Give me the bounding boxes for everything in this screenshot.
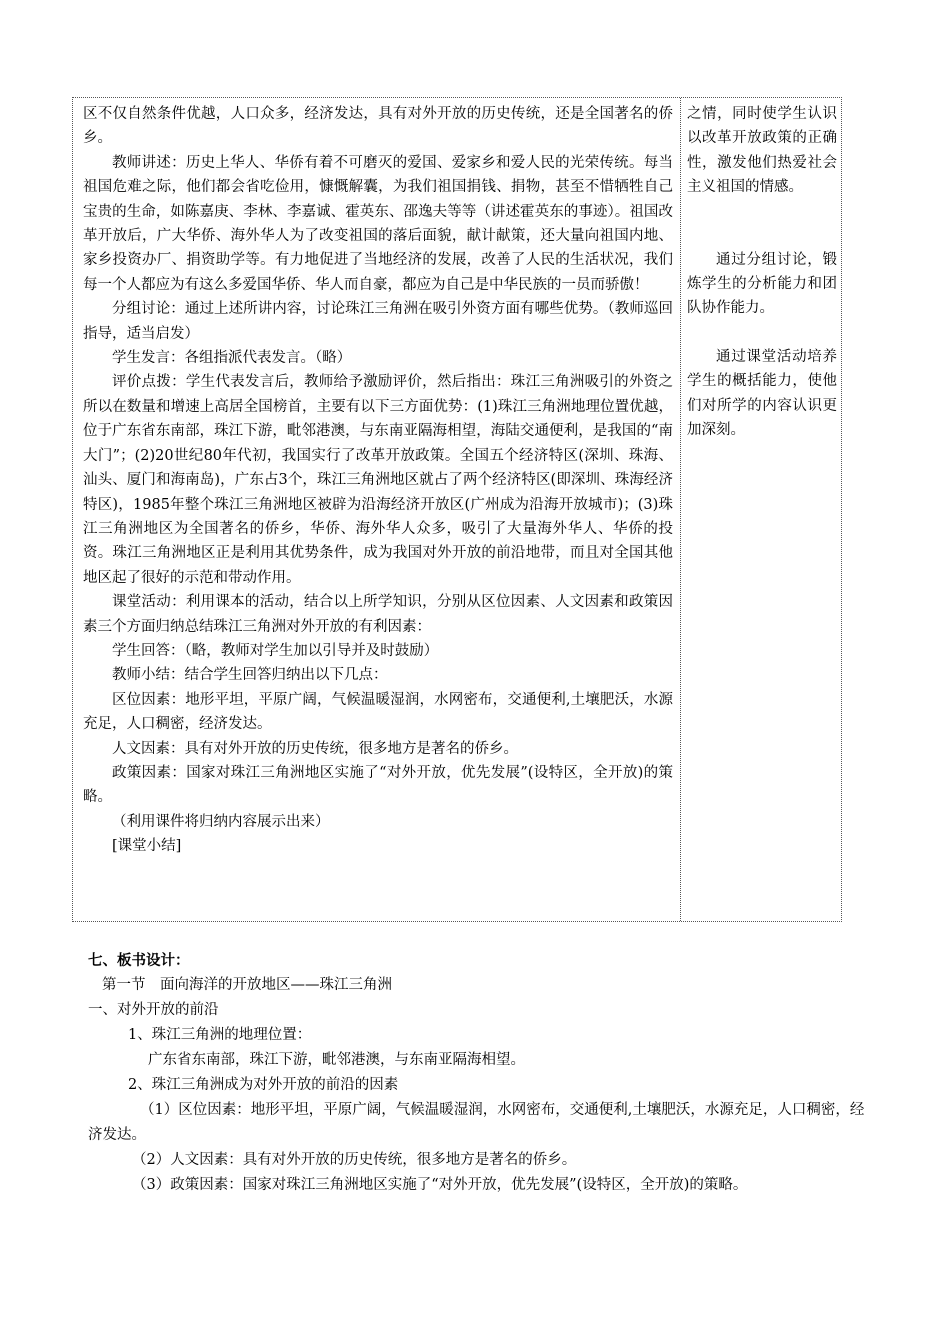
- main-paragraph-11: （利用课件将归纳内容展示出来）: [112, 813, 330, 830]
- part-one-title: 一、对外开放的前沿: [88, 1002, 219, 1018]
- teaching-process-column: [83, 102, 673, 859]
- main-paragraph-5: 课堂活动：利用课本的活动，结合以上所学知识，分别从区位因素、人文因素和政策因素三个方面归纳总结珠江三角洲对外开放的有利因素：: [83, 594, 673, 635]
- item-one-text: 广东省东南部，珠江下游，毗邻港澳，与东南亚隔海相望。: [148, 1052, 525, 1068]
- factor-location: [88, 1098, 878, 1148]
- main-paragraph-3: 学生发言：各组指派代表发言。（略）: [112, 350, 352, 367]
- factor-culture: （2）人文因素：具有对外开放的历史传统，很多地方是著名的侨乡。: [132, 1152, 577, 1168]
- main-paragraph-6: 学生回答：（略，教师对学生加以引导并及时鼓励）: [112, 642, 439, 659]
- lesson-table: [72, 97, 842, 922]
- side-note-2: 通过课堂活动培养学生的概括能力，使他们对所学的内容认识更加深刻。: [687, 348, 837, 439]
- main-paragraph-9: 人文因素：具有对外开放的历史传统，很多地方是著名的侨乡。: [112, 740, 518, 757]
- item-two-title: 2、珠江三角洲成为对外开放的前沿的因素: [128, 1077, 399, 1093]
- board-heading: 七、板书设计：: [88, 952, 190, 969]
- main-paragraph-1: 教师讲述：历史上华人、华侨有着不可磨灭的爱国、爱家乡和爱人民的光荣传统。每当祖国危难之际，他们都会省吃俭用，慷慨解囊，为我们祖国捐钱、捐物，甚至不惜牺牲自己宝贵的生命，如陈嘉庚、李林、李嘉诚、霍英东、邵逸夫等等（讲述霍英东的事迹）。祖国改革开放后，广大华侨、海外华人为了改变祖国的落后面貌，献计献策，还大量向祖国内地、家乡投资办厂、捐资助学等。有力地促进了当地经济的发展，改善了人民的生活状况，我们每一个人都应为有这么多爱国华侨、华人而自豪，都应为自己是中华民族的一员而骄傲！: [83, 154, 673, 293]
- side-note-1: 通过分组讨论，锻炼学生的分析能力和团队协作能力。: [687, 251, 837, 317]
- factor-policy: （3）政策因素：国家对珠江三角洲地区实施了“对外开放，优先发展”(设特区，全开放)的策略。: [132, 1177, 748, 1193]
- item-one-title: 1、珠江三角洲的地理位置：: [128, 1027, 312, 1043]
- main-paragraph-0: 区不仅自然条件优越，人口众多，经济发达，具有对外开放的历史传统，还是全国著名的侨乡。: [83, 106, 673, 147]
- section-title: 第一节 面向海洋的开放地区——珠江三角洲: [102, 977, 392, 993]
- main-paragraph-8: 区位因素：地形平坦，平原广阔，气候温暖湿润，水网密布，交通便利,土壤肥沃，水源充足，人口稠密，经济发达。: [83, 691, 673, 733]
- main-paragraph-12: [课堂小结]: [112, 838, 182, 855]
- main-paragraph-10: 政策因素：国家对珠江三角洲地区实施了“对外开放，优先发展”(设特区，全开放)的策略。: [83, 764, 673, 806]
- design-intent-column: [687, 102, 837, 442]
- column-divider: [680, 98, 681, 921]
- main-paragraph-7: 教师小结：结合学生回答归纳出以下几点：: [112, 667, 388, 684]
- main-paragraph-4: 评价点拨：学生代表发言后，教师给予激励评价，然后指出：珠江三角洲吸引的外资之所以在数量和增速上高居全国榜首，主要有以下三方面优势：(1)珠江三角洲地理位置优越，位于广东省东南部，珠江下游，毗邻港澳，与东南亚隔海相望，海陆交通便利，是我国的“南大门”；(2)20世纪80年代初，我国实行了改革开放政策。全国五个经济特区(深圳、珠海、汕头、厦门和海南岛)，广东占3个，珠江三角洲地区就占了两个经济特区(即深圳、珠海经济特区)，1985年整个珠江三角洲地区被辟为沿海经济开放区(广州成为沿海开放城市)；(3)珠江三角洲地区为全国著名的侨乡，华侨、海外华人众多，吸引了大量海外华人、华侨的投资。珠江三角洲地区正是利用其优势条件，成为我国对外开放的前沿地带，而且对全国其他地区起了很好的示范和带动作用。: [83, 374, 673, 586]
- side-note-0: 之情，同时使学生认识以改革开放政策的正确性，激发他们热爱社会主义祖国的情感。: [687, 106, 837, 196]
- board-design: [88, 948, 878, 1198]
- factor-location-text: （1）区位因素：地形平坦，平原广阔，气候温暖湿润，水网密布，交通便利,土壤肥沃，水源充足，人口稠密，经济发达。: [88, 1102, 865, 1143]
- main-paragraph-2: 分组讨论：通过上述所讲内容，讨论珠江三角洲在吸引外资方面有哪些优势。（教师巡回指导，适当启发）: [83, 301, 673, 342]
